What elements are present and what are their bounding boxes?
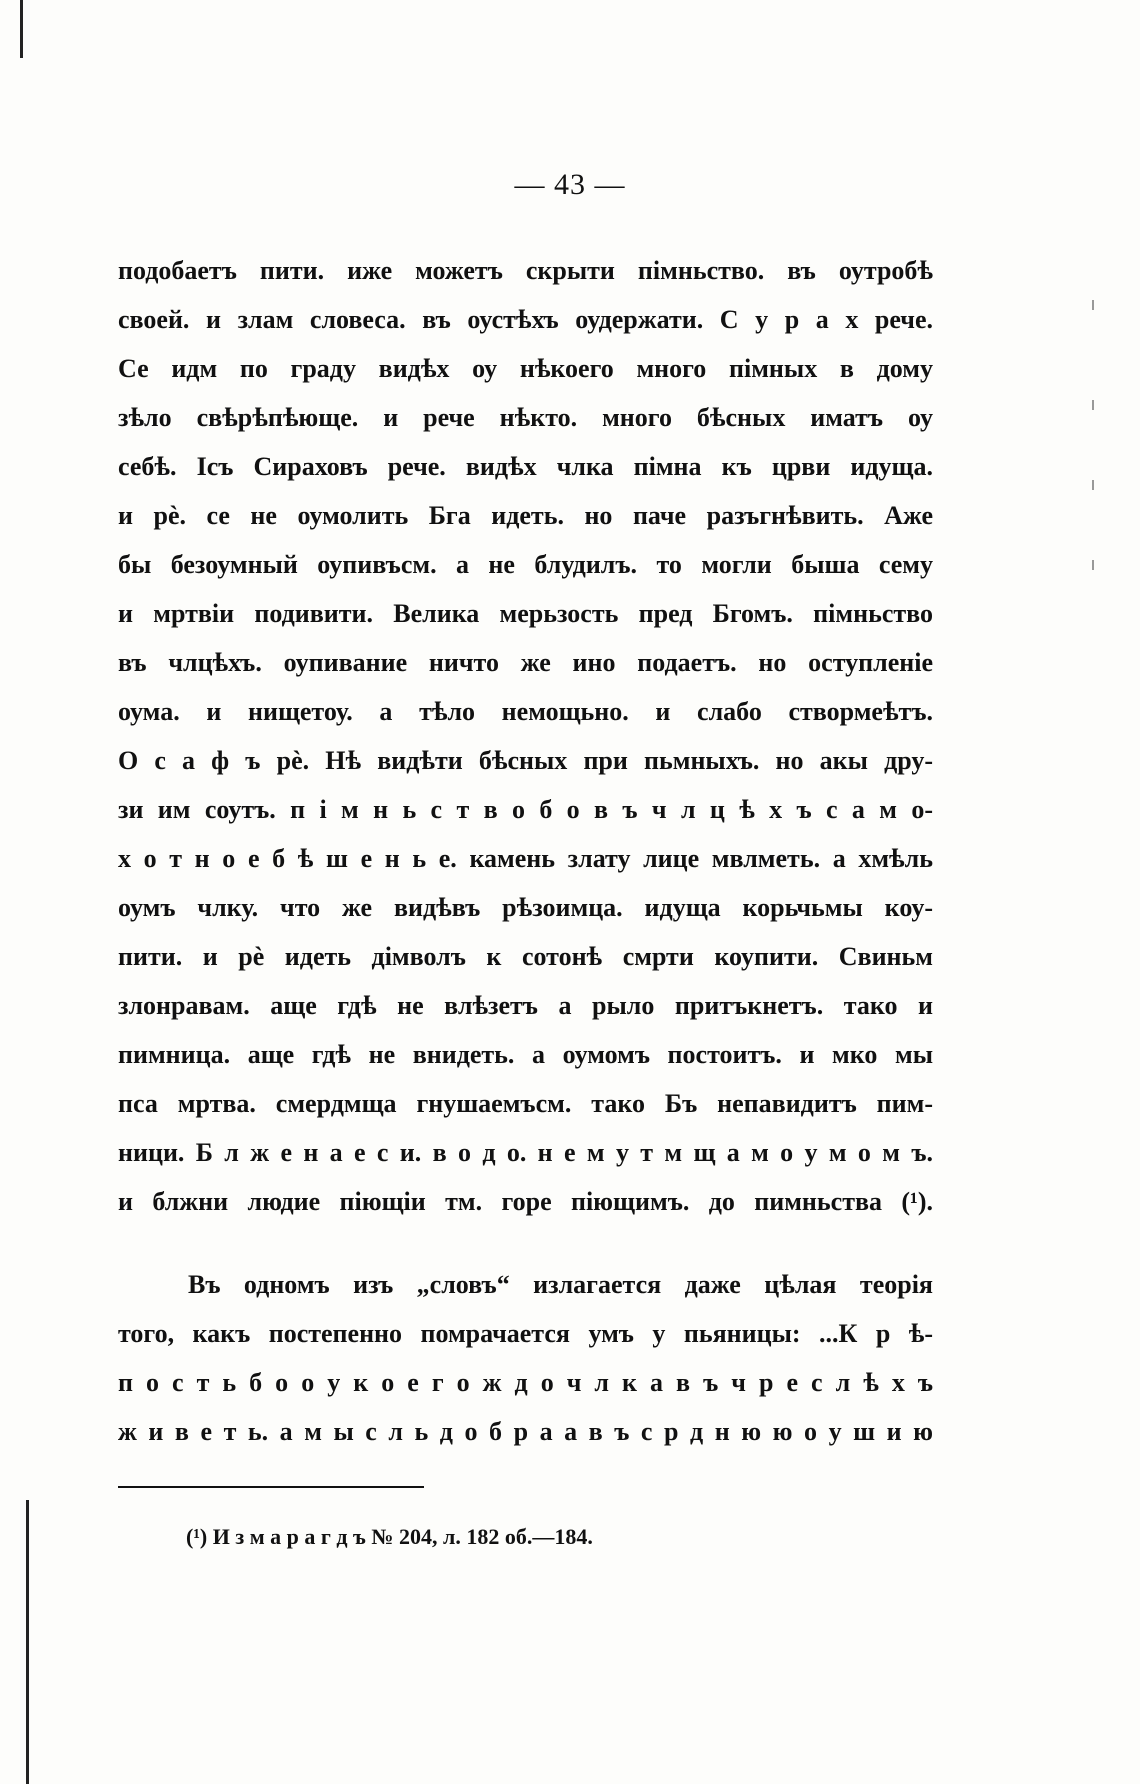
scan-speck	[1092, 480, 1094, 490]
text-line-indented: Въ одномъ изъ „словъ“ излагается даже цѣлая теорiя	[188, 1270, 933, 1299]
footnote-divider	[118, 1486, 424, 1488]
main-text	[118, 246, 933, 1456]
page-number: — 43 —	[514, 168, 626, 201]
footnote: (¹) И з м а р а г д ъ № 204, л. 182 об.—184.	[186, 1524, 593, 1549]
text-line: Се идм по граду видѣх оу нѣкоего много пiмных в дому	[118, 354, 933, 383]
text-line: п о с т ь б о о у к о е г о ж д о ч л к а в ъ ч р е с л ѣ х ъ	[118, 1368, 933, 1397]
text-line: и мртвiи подивити. Велика мерьзость пред Бгомъ. пiмньство	[118, 599, 933, 628]
scan-speck	[1092, 300, 1094, 310]
text-line: въ члцѣхъ. оупивание ничто же ино подаетъ. но оступленiе	[118, 648, 933, 677]
text-line: оумъ члку. что же видѣвъ рѣзоимца. идуща корьчьмы коу-	[118, 893, 933, 922]
paragraph-gap	[118, 1226, 933, 1260]
text-line: х о т н о е б ѣ ш е н ь е. камень злату лице мвлметь. а хмѣль	[118, 844, 933, 873]
text-line: пимница. аще гдѣ не внидеть. а оумомъ постоитъ. и мко мы	[118, 1040, 933, 1069]
text-line: и рѐ. се не оумолить Бга идеть. но паче разъгнѣвить. Аже	[118, 501, 933, 530]
text-line: оума. и нищетоу. а тѣло немощьно. и слабо створмеѣтъ.	[118, 697, 933, 726]
text-line: ници. Б л ж е н а е с и. в о д о. н е м у т м щ а м о у м о м ъ.	[118, 1138, 933, 1167]
scan-edge-mark-top	[20, 0, 23, 58]
text-line: себѣ. Iсъ Сираховъ рече. видѣх члка пiмна къ црви идуща.	[118, 452, 933, 481]
text-line: зи им соутъ. п i м н ь с т в о б о в ъ ч л ц ѣ х ъ с а м о-	[118, 795, 933, 824]
scan-edge-mark-bottom	[26, 1500, 29, 1784]
text-line: пити. и рѐ идеть дiмволъ к сотонѣ смрти коупити. Свиньм	[118, 942, 933, 971]
scan-speck	[1092, 400, 1094, 410]
text-line: зѣло свѣрѣпѣюще. и рече нѣкто. много бѣсных иматъ оу	[118, 403, 933, 432]
text-line: ж и в е т ь. а м ы с л ь д о б р а а в ъ с р д н ю ю о у ш и ю	[118, 1417, 933, 1446]
text-line: подобаетъ пити. иже можетъ скрыти пiмньство. въ оутробѣ	[118, 256, 933, 285]
text-line: пса мртва. смердмща гнушаемъсм. тако Бъ непавидитъ пим-	[118, 1089, 933, 1118]
text-line: злонравам. аще гдѣ не влѣзетъ а рыло притъкнетъ. тако и	[118, 991, 933, 1020]
text-line: того, какъ постепенно помрачается умъ у пьяницы: ...К р ѣ-	[118, 1319, 933, 1348]
text-line: О с а ф ъ рѐ. Нѣ видѣти бѣсных при пьмныхъ. но акы дру-	[118, 746, 933, 775]
text-line-last: и блжни людие пiющiи тм. горе пiющимъ. до пимньства (¹).	[118, 1187, 933, 1216]
text-line: бы безоумный оупивъсм. а не блудилъ. то могли быша сему	[118, 550, 933, 579]
scan-speck	[1092, 560, 1094, 570]
text-line: своей. и злам словеса. въ оустѣхъ оудержати. С у р а х рече.	[118, 305, 933, 334]
